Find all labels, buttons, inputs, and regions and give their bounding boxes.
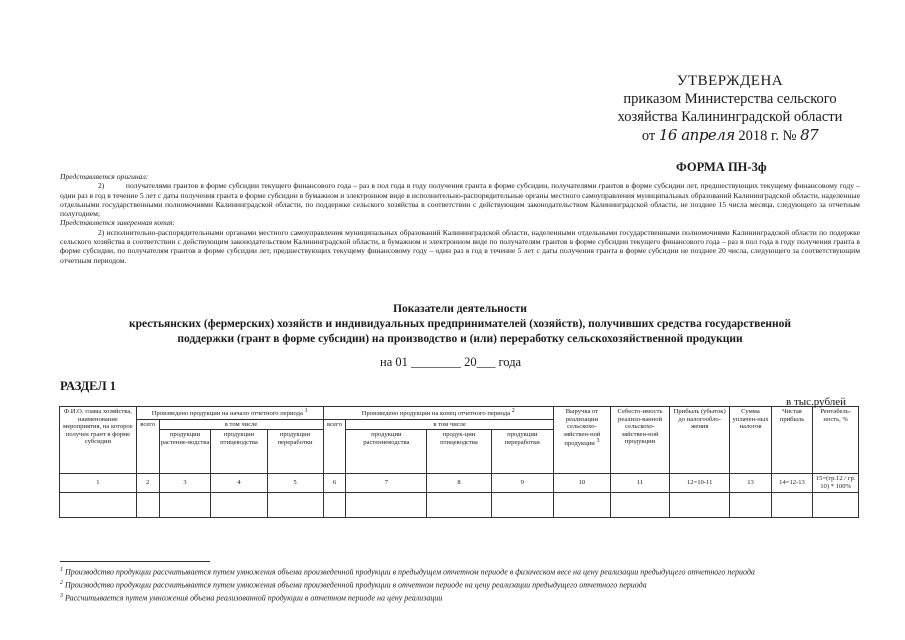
footnote-mark: 2 bbox=[60, 580, 63, 587]
footnotes bbox=[60, 565, 860, 604]
footnote-3 bbox=[60, 591, 860, 604]
note-paragraph-2: 2) исполнительно-распорядительными органами местного самоуправления муниципальных образований Калининградской области, наделенными отдельными государственными полномочиями Калининградской области по подержке сельского хозяйства в соответствии с действующим законодательством Калининградской области, в бумажном и электронном виде по получателям грантов в форме субсидии текущего финансового года – раз в пол года в году получения гранта в форме субсидии, по получателям грантов в форме субсидии лет, предшествующих текущему финансовому году – один раз в год в течение 5 лет с даты получения гранта в форме субсидии не позднее 20 числа, следующего за соответствующим отчетным периодом. bbox=[60, 227, 860, 265]
start-crop-header: продукции растение-водства bbox=[159, 430, 211, 474]
empty-cell[interactable] bbox=[267, 492, 323, 517]
empty-cell[interactable] bbox=[323, 492, 346, 517]
col-num: 7 bbox=[346, 474, 427, 492]
footnote-mark: 3 bbox=[60, 593, 63, 600]
start-period-group bbox=[136, 407, 323, 420]
col-name-header: Ф.И.О. главы хозяйства, наименование мероприятия, на которое получен грант в форме субсидии bbox=[60, 407, 137, 474]
start-footnote-mark: 1 bbox=[304, 408, 308, 414]
empty-cell[interactable] bbox=[771, 492, 813, 517]
col-num: 12=10-11 bbox=[670, 474, 730, 492]
approval-line1: приказом Министерства сельского bbox=[623, 91, 837, 107]
empty-cell[interactable] bbox=[813, 492, 859, 517]
start-group-label: Произведено продукции на начало отчетного периода bbox=[151, 410, 303, 418]
start-of-which: в том числе bbox=[159, 419, 323, 430]
profitability-header: Рентабель-ность, % bbox=[813, 407, 859, 474]
col-num: 15=(гр.12 / гр. 10) * 100% bbox=[813, 474, 859, 492]
approval-date-year: 2018 г. № bbox=[738, 128, 797, 144]
approval-date-prefix: от bbox=[641, 128, 656, 144]
footnote-divider bbox=[60, 561, 210, 562]
units-label: в тыс.рублей bbox=[786, 396, 847, 408]
col-num: 11 bbox=[610, 474, 669, 492]
empty-cell[interactable] bbox=[346, 492, 427, 517]
revenue-label: Выручка от реализации сельскохо-зяйствен-ной продукции bbox=[563, 408, 601, 448]
note-paragraph-1: 2) получателями грантов в форме субсидии текущего финансового года – раз в пол года в году получения гранта в форме субсидии, получателями грантов в форме субсидии лет, предшествующих текущему финансовому году – один раз в год в течение 5 лет с даты получения гранта в форме субсидии в бумажном и электронном виде в исполнительно-распорядительные органы местного самоуправления муниципальных образований Калининградской области, наделенные отдельными государственными полномочиями Калининградской области, по поддержке сельского хозяйства в соответствии с действующим законодательством Калининградской области, не позднее 15 числа месяца, следующего за отчетным полугодием; bbox=[60, 181, 860, 219]
column-number-row bbox=[60, 474, 859, 492]
footnote-text: Производство продукции рассчитывается путем умножения объема произведенной продукции в отчетном периоде на цену реализации предыдущего отчетного периода bbox=[65, 580, 647, 590]
footnote-mark: 1 bbox=[60, 567, 63, 573]
col-num: 6 bbox=[323, 474, 346, 492]
taxes-header: Сумма уплачен-ных налогов bbox=[730, 407, 772, 474]
copy-label: Представляется заверенная копия: bbox=[60, 218, 175, 228]
empty-cell[interactable] bbox=[670, 492, 730, 517]
end-poultry-header: продук-ции птицеводства bbox=[427, 430, 491, 474]
report-date-line: на 01 ________ 20___ года bbox=[380, 355, 522, 369]
cost-header: Себесто-имость реализо-ванной сельскохо-зяйствен-ной продукции bbox=[610, 407, 669, 474]
footnote-text: Производство продукции рассчитывается путем умножения объема произведенной продукции в предыдущем отчетном периоде в физическом весе на цену реализации предыдущего отчетного периода bbox=[65, 567, 755, 577]
start-poultry-header: продукции птицеводства bbox=[211, 430, 267, 474]
original-label: Представляется оригинал: bbox=[60, 172, 149, 181]
col-num: 4 bbox=[211, 474, 267, 492]
empty-cell[interactable] bbox=[211, 492, 267, 517]
handwritten-number: 87 bbox=[800, 126, 819, 144]
section-heading: РАЗДЕЛ 1 bbox=[60, 379, 117, 393]
col-num: 3 bbox=[159, 474, 211, 492]
start-total-header: всего bbox=[136, 419, 159, 474]
end-of-which: в том числе bbox=[346, 419, 554, 430]
end-group-label: Произведено продукции на конец отчетного периода bbox=[361, 410, 511, 418]
end-processing-header: продукции переработки bbox=[491, 430, 553, 474]
col-num: 5 bbox=[267, 474, 323, 492]
col-num: 1 bbox=[60, 474, 137, 492]
end-total-header: всего bbox=[323, 419, 346, 474]
revenue-footnote-mark: 3 bbox=[596, 438, 600, 445]
footnote-1 bbox=[60, 565, 860, 578]
empty-cell[interactable] bbox=[60, 492, 137, 517]
end-footnote-mark: 2 bbox=[511, 408, 515, 414]
col-num: 8 bbox=[427, 474, 491, 492]
empty-cell[interactable] bbox=[136, 492, 159, 517]
footnote-2 bbox=[60, 578, 860, 591]
col-num: 14=12-13 bbox=[771, 474, 813, 492]
col-num: 13 bbox=[730, 474, 772, 492]
empty-cell[interactable] bbox=[610, 492, 669, 517]
end-period-group bbox=[323, 407, 553, 420]
approval-heading: УТВЕРЖДЕНА bbox=[676, 73, 784, 89]
submission-notes bbox=[60, 172, 860, 265]
handwritten-date: 16 апреля bbox=[658, 126, 735, 144]
empty-cell[interactable] bbox=[159, 492, 211, 517]
empty-cell[interactable] bbox=[491, 492, 553, 517]
revenue-header bbox=[553, 407, 610, 474]
profit-header: Прибыль (убыток) до налогообло-жения bbox=[670, 407, 730, 474]
header-row-1 bbox=[60, 407, 859, 420]
approval-block bbox=[600, 72, 860, 145]
approval-date bbox=[600, 126, 860, 145]
col-num: 10 bbox=[553, 474, 610, 492]
title-line2: крестьянских (фермерских) хозяйств и индивидуальных предпринимателей (хозяйств), получивших средства государственной bbox=[128, 318, 792, 330]
col-num: 9 bbox=[491, 474, 553, 492]
footnote-text: Рассчитывается путем умножения объема реализованной продукции в отчетном периоде на цену реализации bbox=[65, 593, 443, 603]
approval-line2: хозяйства Калининградской области bbox=[617, 109, 843, 125]
start-processing-header: продукции переработки bbox=[267, 430, 323, 474]
empty-cell[interactable] bbox=[427, 492, 491, 517]
empty-cell[interactable] bbox=[553, 492, 610, 517]
net-profit-header: Чистая прибыль bbox=[771, 407, 813, 474]
empty-cell[interactable] bbox=[730, 492, 772, 517]
end-crop-header: продукции растениеводства bbox=[346, 430, 427, 474]
title-line1: Показатели деятельности bbox=[393, 303, 527, 315]
col-num: 2 bbox=[136, 474, 159, 492]
data-row-empty bbox=[60, 492, 859, 517]
form-label: ФОРМА ПН-3ф bbox=[676, 160, 767, 174]
indicators-table bbox=[59, 406, 859, 518]
title-line3: поддержки (грант в форме субсидии) на производство и (или) переработку сельскохозяйственной продукции bbox=[177, 333, 743, 345]
